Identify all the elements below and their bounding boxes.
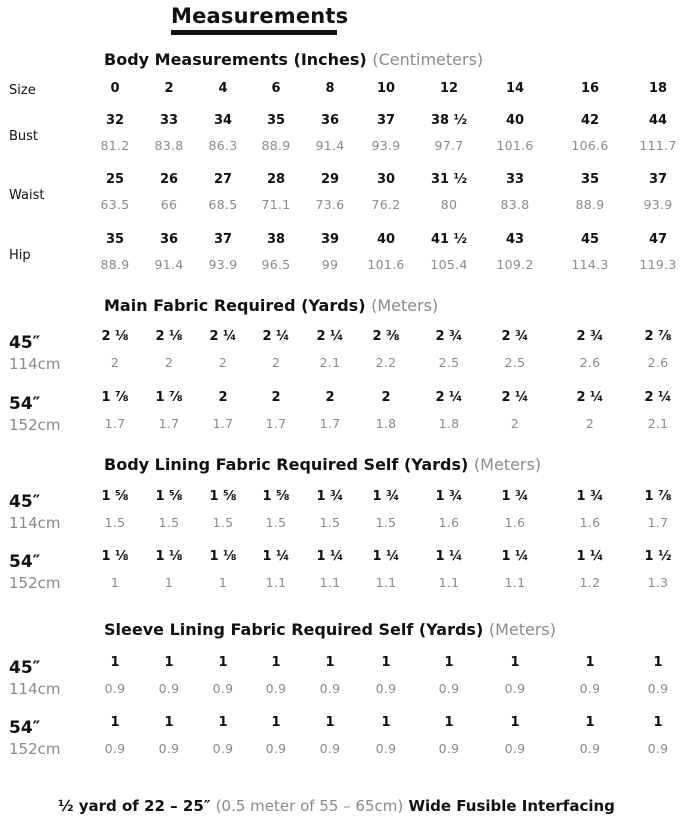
yards-value: 2 ⅛	[101, 329, 129, 344]
yards-value: 1	[585, 655, 595, 670]
yards-value: 1	[110, 655, 120, 670]
main-fabric-heading	[104, 296, 438, 315]
sleeve-54-width: 54″	[9, 718, 41, 738]
inches-value: 29	[320, 172, 340, 187]
cm-value: 109.2	[496, 257, 534, 272]
meters-value: 1.5	[212, 515, 234, 530]
size-value: 0	[110, 81, 120, 96]
yards-value: 2	[218, 390, 228, 405]
main-fabric-heading-text: Main Fabric Required (Yards)	[104, 296, 366, 315]
sleeve-45-width-cm: 114cm	[9, 680, 61, 698]
yards-value: 1	[271, 655, 281, 670]
yards-value: 2 ¼	[435, 390, 463, 405]
size-value: 18	[648, 81, 668, 96]
yards-value: 1 ⅞	[644, 489, 672, 504]
yards-value: 1	[653, 715, 663, 730]
meters-value: 2	[585, 416, 595, 431]
size-value: 14	[505, 81, 525, 96]
meters-value: 0.9	[438, 681, 460, 696]
inches-value: 40	[505, 113, 525, 128]
body-lining-heading-text: Body Lining Fabric Required Self (Yards)	[104, 455, 469, 474]
meters-value: 0.9	[504, 681, 526, 696]
yards-value: 1 ¼	[316, 549, 344, 564]
meters-value: 1.6	[504, 515, 526, 530]
inches-value: 36	[159, 232, 179, 247]
yards-value: 1 ¼	[501, 549, 529, 564]
inches-value: 32	[105, 113, 125, 128]
meters-value: 1.1	[265, 575, 287, 590]
meters-value: 0.9	[647, 741, 669, 756]
yards-value: 1 ¼	[435, 549, 463, 564]
sleeve-54-width-cm: 152cm	[9, 740, 61, 758]
meters-value: 2.6	[579, 355, 601, 370]
meters-value: 2.6	[647, 355, 669, 370]
yards-value: 1 ⅝	[262, 489, 290, 504]
cm-value: 97.7	[434, 138, 464, 153]
cm-value: 76.2	[371, 197, 401, 212]
yards-value: 2 ¼	[576, 390, 604, 405]
yards-value: 2	[381, 390, 391, 405]
cm-value: 71.1	[261, 197, 291, 212]
cm-value: 88.9	[100, 257, 130, 272]
main-54-width: 54″	[9, 394, 41, 414]
inches-value: 45	[580, 232, 600, 247]
yards-value: 1 ¾	[372, 489, 400, 504]
yards-value: 1	[164, 715, 174, 730]
inches-value: 34	[213, 113, 233, 128]
meters-value: 1.7	[212, 416, 234, 431]
body-lining-heading	[104, 455, 541, 474]
yards-value: 1	[653, 655, 663, 670]
cm-value: 93.9	[371, 138, 401, 153]
inches-value: 42	[580, 113, 600, 128]
size-value: 12	[439, 81, 459, 96]
hip-label: Hip	[9, 248, 31, 263]
cm-value: 111.7	[639, 138, 677, 153]
inches-value: 30	[376, 172, 396, 187]
sleeve-45-width: 45″	[9, 658, 41, 678]
interfacing-tail: Wide Fusible Interfacing	[408, 797, 615, 815]
meters-value: 2	[218, 355, 228, 370]
yards-value: 2 ⅛	[155, 329, 183, 344]
meters-value: 0.9	[438, 741, 460, 756]
inches-value: 41 ½	[430, 232, 468, 247]
lining-45-width: 45″	[9, 492, 41, 512]
meters-value: 1.5	[158, 515, 180, 530]
inches-value: 47	[648, 232, 668, 247]
body-heading-text: Body Measurements (Inches)	[104, 50, 367, 69]
size-value: 8	[325, 81, 335, 96]
cm-value: 101.6	[496, 138, 534, 153]
body-lining-heading-alt: (Meters)	[473, 455, 542, 474]
yards-value: 1 ¼	[262, 549, 290, 564]
yards-value: 1 ¾	[316, 489, 344, 504]
yards-value: 1 ⅞	[101, 390, 129, 405]
yards-value: 2 ¼	[209, 329, 237, 344]
cm-value: 106.6	[571, 138, 609, 153]
meters-value: 0.9	[579, 741, 601, 756]
yards-value: 2 ¼	[501, 390, 529, 405]
yards-value: 1 ¾	[501, 489, 529, 504]
size-label: Size	[9, 83, 36, 98]
yards-value: 1 ⅞	[155, 390, 183, 405]
lining-45-width-cm: 114cm	[9, 514, 61, 532]
yards-value: 2 ¾	[501, 329, 529, 344]
meters-value: 1.7	[647, 515, 669, 530]
meters-value: 1	[218, 575, 228, 590]
yards-value: 1	[510, 655, 520, 670]
cm-value: 81.2	[100, 138, 130, 153]
yards-value: 1 ⅝	[101, 489, 129, 504]
cm-value: 93.9	[208, 257, 238, 272]
meters-value: 0.9	[504, 741, 526, 756]
yards-value: 1	[381, 655, 391, 670]
yards-value: 1	[585, 715, 595, 730]
interfacing-main: ½ yard of 22 – 25″	[58, 797, 211, 815]
inches-value: 35	[105, 232, 125, 247]
meters-value: 1.7	[319, 416, 341, 431]
cm-value: 73.6	[315, 197, 345, 212]
yards-value: 2	[325, 390, 335, 405]
yards-value: 2 ⅞	[644, 329, 672, 344]
meters-value: 0.9	[104, 741, 126, 756]
cm-value: 96.5	[261, 257, 291, 272]
cm-value: 114.3	[571, 257, 609, 272]
yards-value: 1	[325, 715, 335, 730]
yards-value: 1	[510, 715, 520, 730]
inches-value: 44	[648, 113, 668, 128]
inches-value: 39	[320, 232, 340, 247]
cm-value: 63.5	[100, 197, 130, 212]
meters-value: 0.9	[158, 681, 180, 696]
yards-value: 1 ¾	[435, 489, 463, 504]
yards-value: 1	[218, 655, 228, 670]
meters-value: 1.1	[319, 575, 341, 590]
meters-value: 1.7	[104, 416, 126, 431]
interfacing-note	[58, 797, 615, 815]
cm-value: 86.3	[208, 138, 238, 153]
sleeve-lining-heading	[104, 620, 556, 639]
yards-value: 1	[110, 715, 120, 730]
meters-value: 1.6	[438, 515, 460, 530]
yards-value: 1 ⅝	[209, 489, 237, 504]
cm-value: 119.3	[639, 257, 677, 272]
meters-value: 2.1	[319, 355, 341, 370]
inches-value: 43	[505, 232, 525, 247]
yards-value: 1 ¼	[576, 549, 604, 564]
inches-value: 28	[266, 172, 286, 187]
body-measurements-heading	[104, 50, 483, 69]
meters-value: 2	[510, 416, 520, 431]
meters-value: 0.9	[212, 741, 234, 756]
cm-value: 101.6	[367, 257, 405, 272]
meters-value: 1.7	[158, 416, 180, 431]
waist-label: Waist	[9, 188, 45, 203]
cm-value: 88.9	[261, 138, 291, 153]
inches-value: 40	[376, 232, 396, 247]
yards-value: 1 ¾	[576, 489, 604, 504]
inches-value: 26	[159, 172, 179, 187]
meters-value: 1.1	[438, 575, 460, 590]
inches-value: 37	[376, 113, 396, 128]
yards-value: 1	[325, 655, 335, 670]
sleeve-lining-heading-text: Sleeve Lining Fabric Required Self (Yards)	[104, 620, 484, 639]
inches-value: 31 ½	[430, 172, 468, 187]
meters-value: 1.8	[438, 416, 460, 431]
yards-value: 2 ¼	[262, 329, 290, 344]
cm-value: 88.9	[575, 197, 605, 212]
meters-value: 1.5	[375, 515, 397, 530]
yards-value: 2 ¾	[435, 329, 463, 344]
inches-value: 36	[320, 113, 340, 128]
cm-value: 83.8	[154, 138, 184, 153]
meters-value: 2.2	[375, 355, 397, 370]
meters-value: 1.5	[104, 515, 126, 530]
yards-value: 1	[444, 655, 454, 670]
meters-value: 1.3	[647, 575, 669, 590]
interfacing-alt: (0.5 meter of 55 – 65cm)	[215, 797, 404, 815]
main-fabric-heading-alt: (Meters)	[371, 296, 439, 315]
size-value: 6	[271, 81, 281, 96]
yards-value: 1 ¼	[372, 549, 400, 564]
cm-value: 93.9	[643, 197, 673, 212]
meters-value: 0.9	[319, 741, 341, 756]
size-value: 2	[164, 81, 174, 96]
meters-value: 1.5	[265, 515, 287, 530]
cm-value: 68.5	[208, 197, 238, 212]
yards-value: 1	[271, 715, 281, 730]
yards-value: 1 ½	[644, 549, 672, 564]
yards-value: 1	[218, 715, 228, 730]
meters-value: 1.2	[579, 575, 601, 590]
inches-value: 37	[648, 172, 668, 187]
meters-value: 2.1	[647, 416, 669, 431]
yards-value: 1 ⅛	[155, 549, 183, 564]
yards-value: 1 ⅛	[101, 549, 129, 564]
main-45-width: 45″	[9, 333, 41, 353]
meters-value: 1.5	[319, 515, 341, 530]
body-heading-alt: (Centimeters)	[372, 50, 484, 69]
yards-value: 2	[271, 390, 281, 405]
size-value: 16	[580, 81, 600, 96]
cm-value: 80	[440, 197, 458, 212]
inches-value: 27	[213, 172, 233, 187]
meters-value: 2.5	[438, 355, 460, 370]
yards-value: 2 ⅜	[372, 329, 400, 344]
meters-value: 1	[110, 575, 120, 590]
meters-value: 0.9	[647, 681, 669, 696]
inches-value: 33	[505, 172, 525, 187]
inches-value: 38	[266, 232, 286, 247]
cm-value: 83.8	[500, 197, 530, 212]
meters-value: 0.9	[212, 681, 234, 696]
cm-value: 66	[160, 197, 178, 212]
yards-value: 1 ⅛	[209, 549, 237, 564]
yards-value: 1	[164, 655, 174, 670]
yards-value: 2 ¼	[644, 390, 672, 405]
yards-value: 2 ¾	[576, 329, 604, 344]
inches-value: 37	[213, 232, 233, 247]
meters-value: 1	[164, 575, 174, 590]
cm-value: 105.4	[430, 257, 468, 272]
meters-value: 1.1	[504, 575, 526, 590]
meters-value: 0.9	[158, 741, 180, 756]
page-title: Measurements	[171, 4, 349, 28]
inches-value: 33	[159, 113, 179, 128]
inches-value: 35	[580, 172, 600, 187]
meters-value: 1.1	[375, 575, 397, 590]
yards-value: 1 ⅝	[155, 489, 183, 504]
cm-value: 99	[321, 257, 339, 272]
sleeve-lining-heading-alt: (Meters)	[488, 620, 557, 639]
main-45-width-cm: 114cm	[9, 355, 61, 373]
lining-54-width: 54″	[9, 552, 41, 572]
bust-label: Bust	[9, 129, 39, 144]
meters-value: 1.8	[375, 416, 397, 431]
meters-value: 2.5	[504, 355, 526, 370]
lining-54-width-cm: 152cm	[9, 574, 61, 592]
yards-value: 2 ¼	[316, 329, 344, 344]
size-value: 4	[218, 81, 228, 96]
meters-value: 2	[271, 355, 281, 370]
cm-value: 91.4	[154, 257, 184, 272]
cm-value: 91.4	[315, 138, 345, 153]
meters-value: 0.9	[579, 681, 601, 696]
inches-value: 35	[266, 113, 286, 128]
yards-value: 1	[444, 715, 454, 730]
meters-value: 0.9	[104, 681, 126, 696]
size-value: 10	[376, 81, 396, 96]
meters-value: 2	[110, 355, 120, 370]
meters-value: 0.9	[375, 681, 397, 696]
meters-value: 1.7	[265, 416, 287, 431]
meters-value: 0.9	[265, 681, 287, 696]
main-54-width-cm: 152cm	[9, 416, 61, 434]
meters-value: 1.6	[579, 515, 601, 530]
meters-value: 2	[164, 355, 174, 370]
meters-value: 0.9	[265, 741, 287, 756]
meters-value: 0.9	[375, 741, 397, 756]
inches-value: 25	[105, 172, 125, 187]
meters-value: 0.9	[319, 681, 341, 696]
inches-value: 38 ½	[430, 113, 468, 128]
yards-value: 1	[381, 715, 391, 730]
title-underline	[171, 30, 337, 35]
